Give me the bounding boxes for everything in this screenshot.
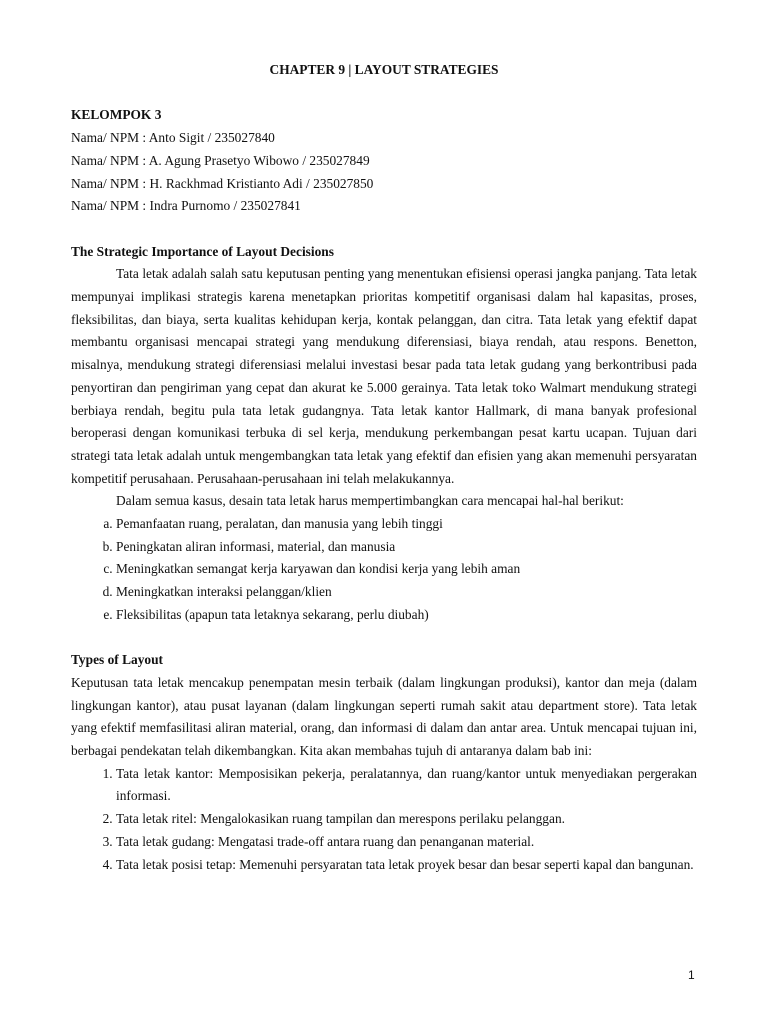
paragraph: Dalam semua kasus, desain tata letak harus mempertimbangkan cara mencapai hal-hal berikut: [116,493,624,509]
section-heading-types-of-layout: Types of Layout [71,652,164,668]
member-line: Nama/ NPM : H. Rackhmad Kristianto Adi / 235027850 [71,175,374,191]
list-item: c. Meningkatkan semangat kerja karyawan dan kondisi kerja yang lebih aman [116,558,697,581]
member-line: Nama/ NPM : Anto Sigit / 235027840 [71,130,275,146]
page-number: 1 [688,968,695,982]
member-line: Nama/ NPM : A. Agung Prasetyo Wibowo / 235027849 [71,152,370,168]
page-title: CHAPTER 9 | LAYOUT STRATEGIES [269,62,499,77]
list-item: e. Fleksibilitas (apapun tata letaknya sekarang, perlu diubah) [116,604,697,627]
list-item: b. Peningkatan aliran informasi, material, dan manusia [116,536,697,559]
list-item: 2. Tata letak ritel: Mengalokasikan ruang tampilan dan merespons perilaku pelanggan. [116,808,697,831]
document-page [71,59,697,876]
group-heading: KELOMPOK 3 [71,107,162,123]
objectives-list [71,513,697,627]
section-heading-strategic-importance: The Strategic Importance of Layout Decisions [71,243,334,259]
paragraph: Tata letak adalah salah satu keputusan penting yang menentukan efisiensi operasi jangka panjang. Tata letak mempunyai implikasi strategis karena menetapkan prioritas kompetitif organisasi dalam hal kapasitas, proses, fleksibilitas, dan biaya, serta kualitas kehidupan kerja, kontak pelanggan, dan citra. Tata letak yang efektif dapat membantu organisasi mencapai strategi yang mendukung diferensiasi, biaya rendah, atau respons. Benetton, misalnya, mendukung strategi diferensiasi melalui investasi besar pada tata letak gudang yang berkontribusi pada penyortiran dan pengiriman yang cepat dan akurat ke 5.000 gerainya. Tata letak toko Walmart mendukung strategi berbiaya rendah, begitu pula tata letak gudangnya. Tata letak kantor Hallmark, di mana banyak profesional beroperasi dengan komunikasi terbuka di sel kerja, mendukung perkembangan pesat kartu ucapan. Tujuan dari strategi tata letak adalah untuk mengembangkan tata letak yang efektif dan efisien yang akan memenuhi persyaratan kompetitif perusahaan. Perusahaan-perusahaan ini telah melakukannya. [71,266,697,486]
list-item: a. Pemanfaatan ruang, peralatan, dan manusia yang lebih tinggi [116,513,697,536]
list-item: 1. Tata letak kantor: Memposisikan pekerja, peralatannya, dan ruang/kantor untuk menyediakan pergerakan informasi. [116,763,697,808]
member-line: Nama/ NPM : Indra Purnomo / 235027841 [71,198,301,214]
list-item: 4. Tata letak posisi tetap: Memenuhi persyaratan tata letak proyek besar dan besar seperti kapal dan bangunan. [116,854,697,877]
layout-types-list [71,763,697,877]
list-item: 3. Tata letak gudang: Mengatasi trade-off antara ruang dan penanganan material. [116,831,697,854]
paragraph: Keputusan tata letak mencakup penempatan mesin terbaik (dalam lingkungan produksi), kantor dan meja (dalam lingkungan kantor), atau pusat layanan (dalam lingkungan seperti rumah sakit atau department store). Tata letak yang efektif memfasilitasi aliran material, orang, dan informasi di dalam dan antar area. Untuk mencapai tujuan ini, berbagai pendekatan telah dikembangkan. Kita akan membahas tujuh di antaranya dalam bab ini: [71,674,697,759]
list-item: d. Meningkatkan interaksi pelanggan/klien [116,581,697,604]
